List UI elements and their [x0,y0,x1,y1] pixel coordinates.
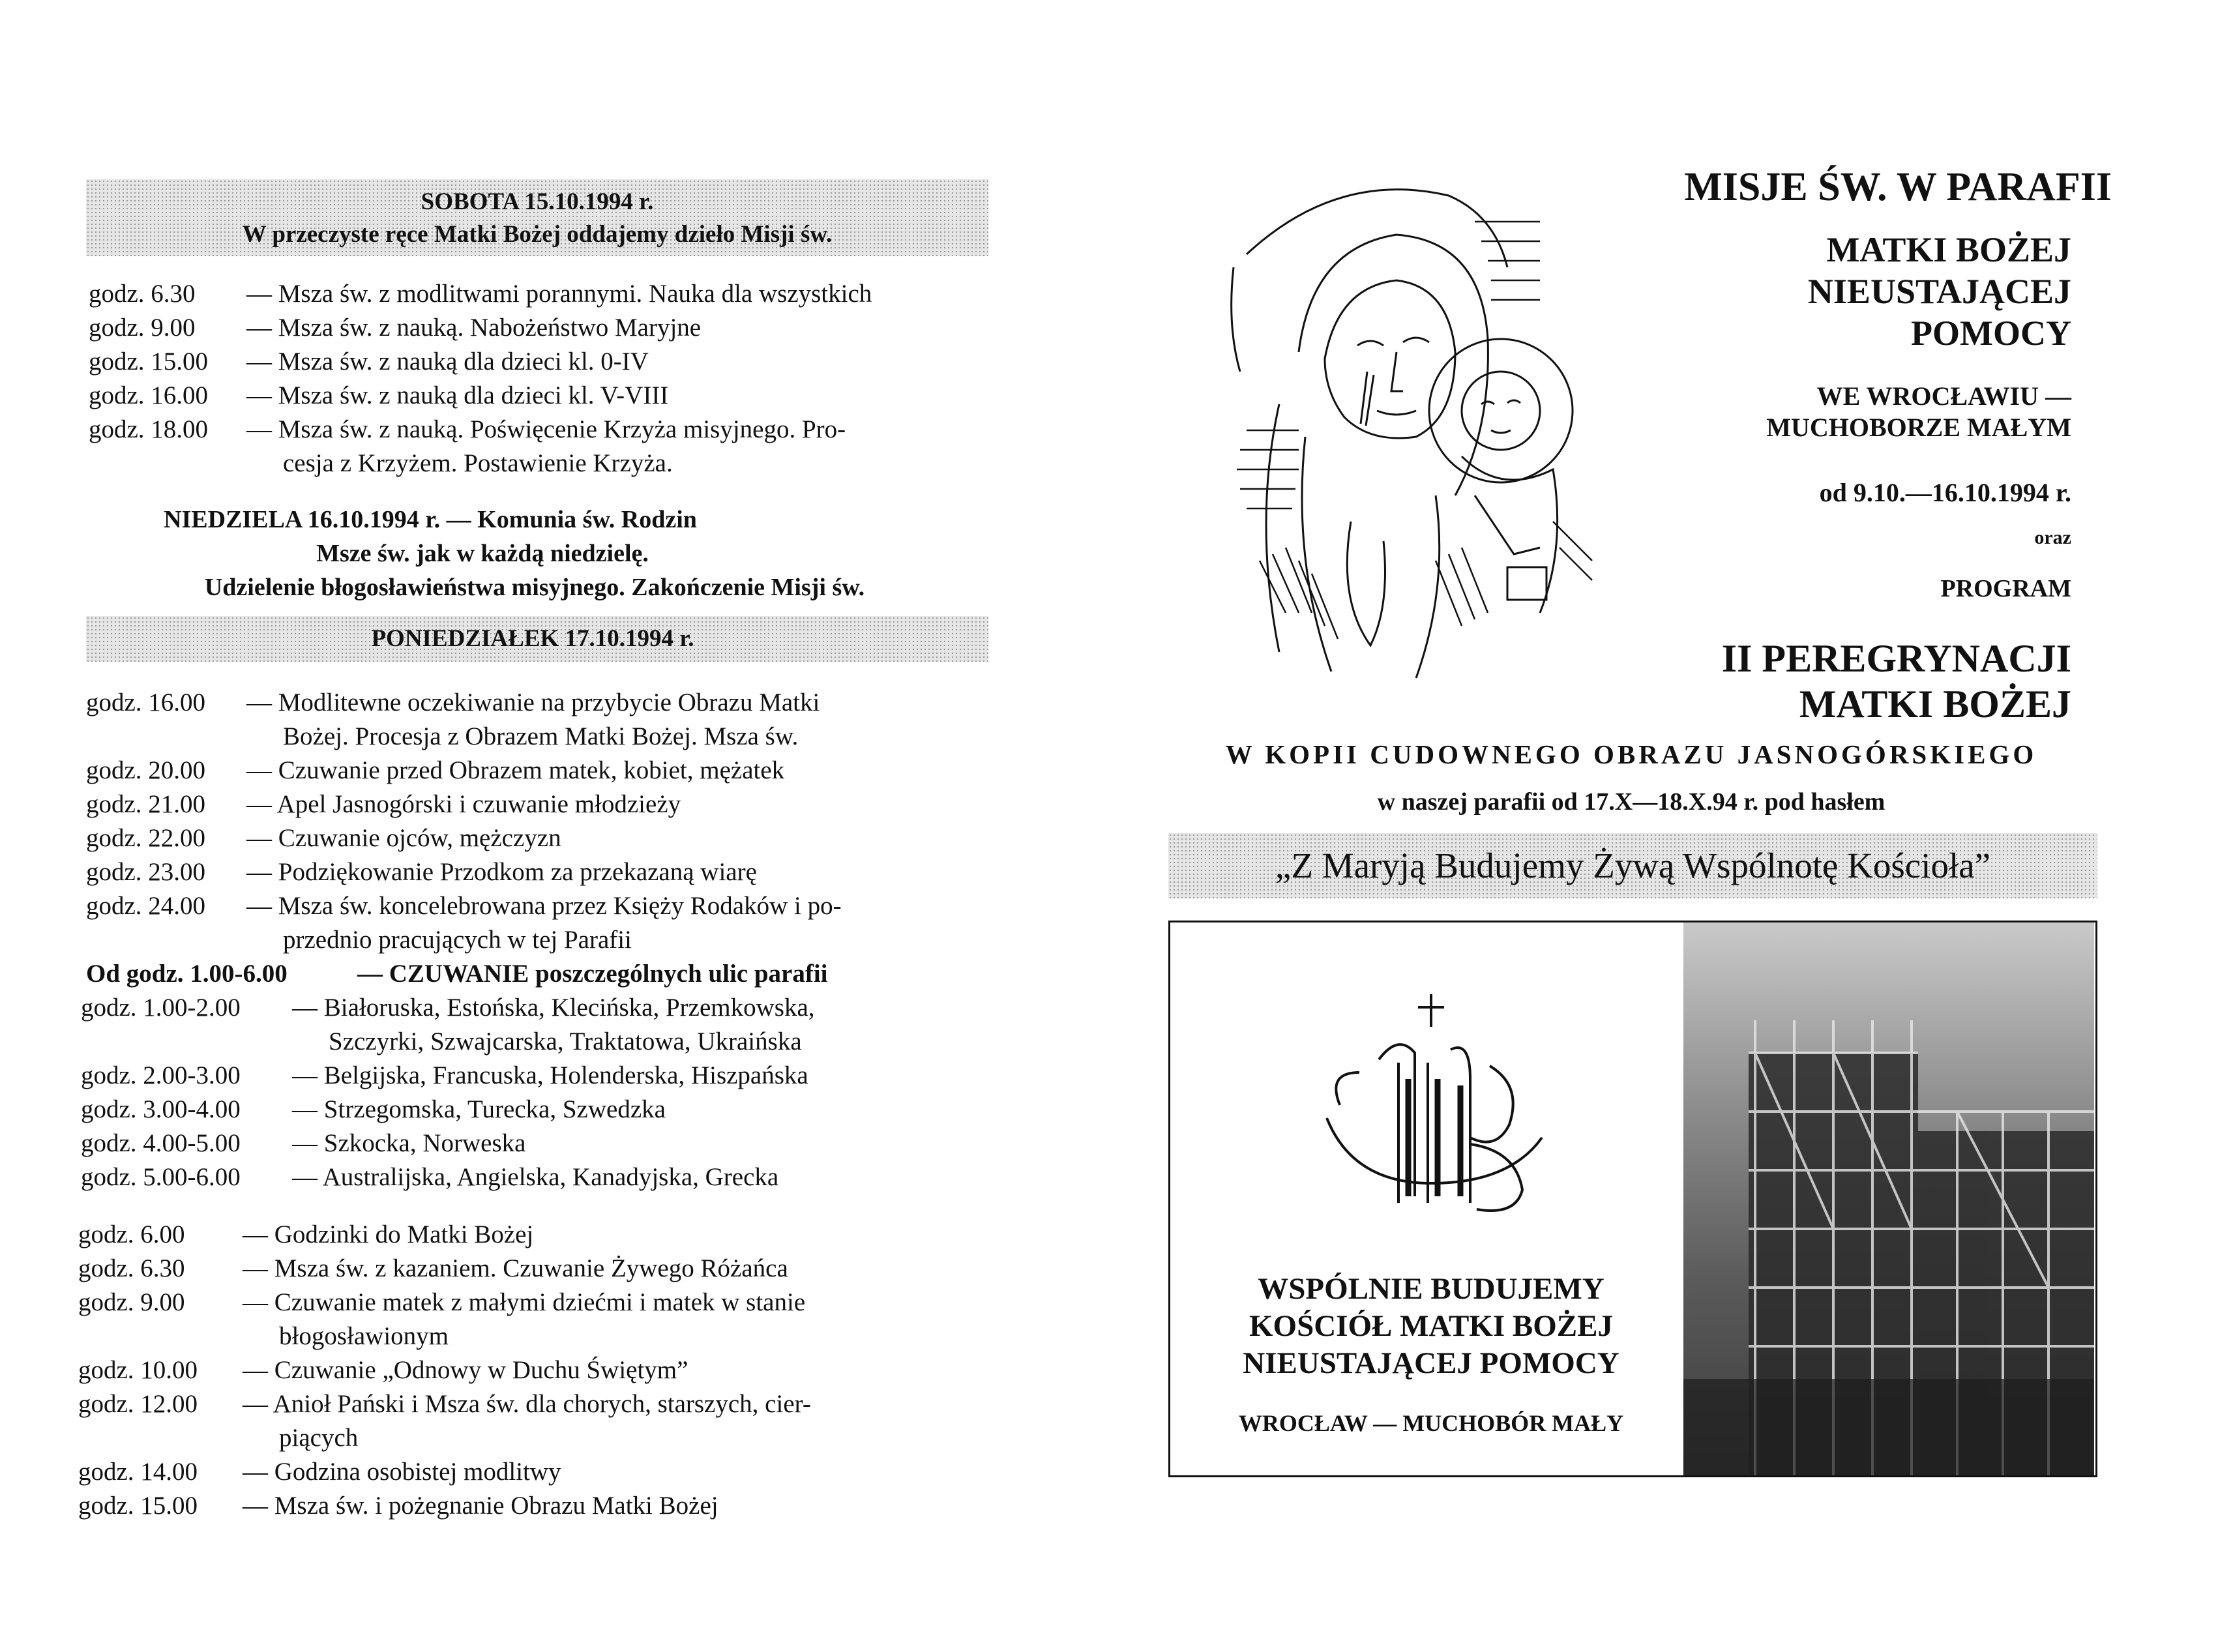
parish-visit-dates: w naszej parafii od 17.X—18.X.94 r. pod hasłem [1377,788,1885,816]
box-text-line-3: NIEUSTAJĄCEJ POMOCY [1243,1346,1619,1380]
jasna-gora-copy-line: W KOPII CUDOWNEGO OBRAZU JASNOGÓRSKIEGO [1225,739,2037,769]
saturday-subheading: W przeczyste ręce Matki Bożej oddajemy dzieło Misji św. [242,221,833,248]
parish-name-line-3: POMOCY [1911,314,2071,353]
madonna-and-child-icon [1201,156,1618,698]
church-construction-photo [1683,922,2094,1475]
box-text-line-2: KOŚCIÓŁ MATKI BOŻEJ [1249,1309,1613,1343]
saturday-heading: SOBOTA 15.10.1994 r. [421,188,654,215]
motto: „Z Maryją Budujemy Żywą Wspólnotę Kościoła” [1275,846,1991,885]
parish-name-line-1: MATKI BOŻEJ [1826,230,2071,269]
page-title: MISJE ŚW. W PARAFII [1684,165,2112,209]
peregrination-line-1: II PEREGRYNACJI [1721,637,2071,680]
box-text-line-1: WSPÓLNIE BUDUJEMY [1258,1272,1605,1306]
left-page: SOBOTA 15.10.1994 r. W przeczyste ręce Matki Bożej oddajemy dzieło Misji św. godz. 6.30 — Msza św. z modlitwami porannymi. Nauka dla wszystkich godz. 9.00 — Msza św. z nauką. Nabożeństwo Maryjne godz. 15.00 — Msza św. z nauką dla dzieci kl. 0-IV godz. 16.00 — Msza św. z nauką dla dzieci kl. V-VIII godz. 18.00 — Msza św. z nauką. Poświęcenie Krzyża misyjnego. Pro- cesja z Krzyżem. Postawienie Krzyża. NIEDZIELA 16.10.1994 r. — Komunia św. Rodzin Msze św. jak w każdą niedzielę. Udzielenie błogosławieństwa misyjnego. Zakończenie Misji św. PONIEDZIAŁEK 17.10.1994 r. godz. 16.00 — Modlitewne oczekiwanie na przybycie Obrazu Matki Bożej. Procesja z Obrazem Matki Bożej. Msza św. godz. 20.00 — Czuwanie przed Obrazem matek, kobiet, mężatek godz. 21.00 — Apel Jasnogórski i czuwanie młodzieży godz. 22.00 — Czuwanie ojców, mężczyzn godz. 23.00 — Podziękowanie Przodkom za przekazaną wiarę godz. 24.00 — Msza św. koncelebrowana przez Księży Rodaków i po- przednio pracujących w tej Parafii Od godz. 1.00-6.00 — CZUWANIE poszczególnych ulic parafii godz. 1.00-2.00 — Białoruska, Estońska, Klecińska, Przemkowska, Szczyrki, Szwajcarska, Traktatowa, Ukraińska godz. 2.00-3.00 — Belgijska, Francuska, Holenderska, Hiszpańska godz. 3.00-4.00 — Strzegomska, Turecka, Szwedzka godz. 4.00-5.00 — Szkocka, Norweska godz. 5.00-6.00 — Australijska, Angielska, Kanadyjska, Grecka godz. 6.00 — Godzinki do Matki Bożej godz. 6.30 — Msza św. z kazaniem. Czuwanie Żywego Różańca godz. 9.00 — Czuwanie matek z małymi dziećmi i matek w stanie błogosławionym godz. 10.00 — Czuwanie „Odnowy w Duchu Świętym” godz. 12.00 — Anioł Pański i Msza św. dla chorych, starszych, cier- piących godz. 14.00 — Godzina osobistej modlitwy godz. 15.00 — Msza św. i pożegnanie Obrazu Matki Bożej [0,0,1116,1652]
peregrination-line-2: MATKI BOŻEJ [1799,683,2071,726]
city-line-2: MUCHOBORZE MAŁYM [1766,413,2071,442]
monday-heading: PONIEDZIAŁEK 17.10.1994 r. [371,625,694,652]
list-item-continuation: błogosławionym [279,1322,449,1350]
list-item-continuation: cesja z Krzyżem. Postawienie Krzyża. [283,449,673,477]
box-text-line-4: WROCŁAW — MUCHOBÓR MAŁY [1238,1410,1624,1436]
marian-monogram-icon [1301,988,1561,1248]
church-building-box [1168,921,2097,1477]
list-item-continuation: Bożej. Procesja z Obrazem Matki Bożej. Msza św. [283,722,799,750]
sunday-line-3: Udzielenie błogosławieństwa misyjnego. Zakończenie Misji św. [204,574,865,601]
and-word: oraz [2034,527,2071,548]
city-line-1: WE WROCŁAWIU — [1816,381,2071,411]
list-item-continuation: piących [279,1424,359,1452]
list-item-continuation: przednio pracujących w tej Parafii [283,926,632,954]
sunday-line-2: Msze św. jak w każdą niedzielę. [316,540,649,567]
program-label: PROGRAM [1940,575,2071,602]
mission-dates: od 9.10.—16.10.1994 r. [1819,478,2071,507]
right-page [1116,0,2233,1652]
sunday-line-1: NIEDZIELA 16.10.1994 r. — Komunia św. Rodzin [164,506,697,533]
parish-name-line-2: NIEUSTAJĄCEJ [1807,272,2071,311]
list-item-continuation: Szczyrki, Szwajcarska, Traktatowa, Ukraińska [329,1027,802,1055]
